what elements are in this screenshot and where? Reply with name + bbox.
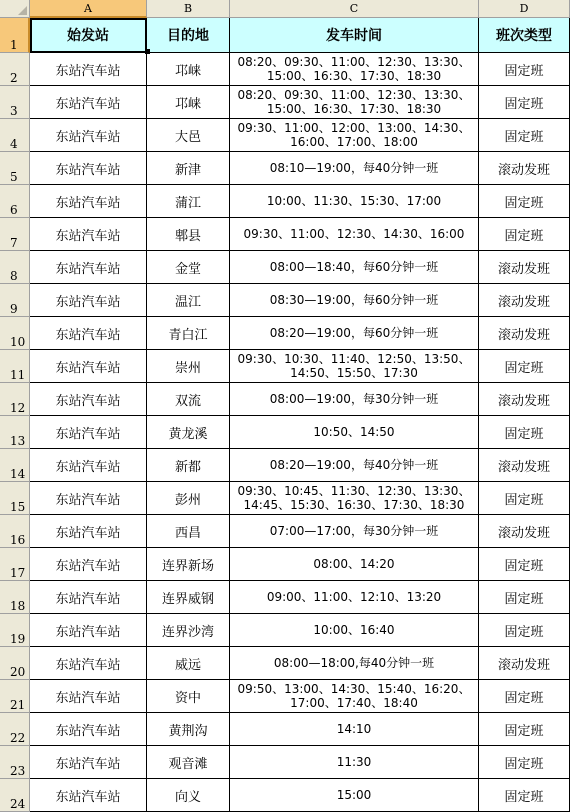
cell-station[interactable] — [30, 317, 147, 350]
cell-destination[interactable] — [147, 779, 230, 812]
row-header[interactable] — [0, 317, 30, 350]
row-header[interactable] — [0, 350, 30, 383]
cell-text: 大邑 — [174, 129, 201, 145]
cell-destination[interactable] — [147, 680, 230, 713]
cell-time[interactable] — [230, 152, 479, 185]
row-header[interactable] — [0, 713, 30, 746]
cell-text: 威远 — [174, 657, 201, 673]
cell-text: 08:00、14:20 — [313, 557, 395, 571]
cell-time[interactable] — [230, 218, 479, 251]
cell-text: 资中 — [174, 690, 201, 706]
row-header[interactable] — [0, 152, 30, 185]
cell-text: 08:30—19:00，每60分钟一班 — [269, 293, 439, 307]
row-header[interactable] — [0, 581, 30, 614]
cell-time[interactable] — [230, 449, 479, 482]
cell-destination[interactable] — [147, 119, 230, 152]
cell-destination[interactable] — [147, 152, 230, 185]
cell-time[interactable] — [230, 350, 479, 383]
cell-type[interactable] — [479, 218, 570, 251]
cell-text: 10:00、11:30、15:30、17:00 — [266, 194, 442, 208]
row-number: 15 — [10, 500, 26, 514]
cell-text: 10:50、14:50 — [313, 425, 395, 439]
cell-text: 金堂 — [174, 261, 201, 277]
cell-text: 向义 — [174, 789, 201, 805]
cell-time[interactable] — [230, 581, 479, 614]
cell-text: 滚动发班 — [497, 525, 550, 541]
cell-destination[interactable] — [147, 284, 230, 317]
row-header[interactable] — [0, 416, 30, 449]
row-header[interactable] — [0, 18, 30, 53]
column-header-a[interactable]: A — [30, 0, 147, 18]
cell-station[interactable] — [30, 548, 147, 581]
cell-text: 滚动发班 — [497, 393, 550, 409]
cell-destination[interactable] — [147, 713, 230, 746]
cell-time[interactable] — [230, 185, 479, 218]
cell-text: 10:00、16:40 — [313, 623, 395, 637]
cell-text: 青白江 — [168, 327, 208, 343]
row-number: 9 — [10, 302, 18, 316]
column-header-d[interactable]: D — [479, 0, 570, 18]
cell-time[interactable] — [230, 53, 479, 86]
cell-time[interactable] — [230, 713, 479, 746]
cell-destination[interactable] — [147, 317, 230, 350]
cell-station[interactable] — [30, 383, 147, 416]
cell-text: 固定班 — [504, 195, 544, 211]
cell-type[interactable] — [479, 86, 570, 119]
cell-text: 08:00—18:00,每40分钟一班 — [273, 656, 435, 670]
cell-type[interactable] — [479, 746, 570, 779]
row-header[interactable] — [0, 548, 30, 581]
cell-text: 滚动发班 — [497, 162, 550, 178]
cell-text: 09:00、11:00、12:10、13:20 — [266, 590, 442, 604]
row-number: 5 — [10, 170, 18, 184]
row-header[interactable] — [0, 449, 30, 482]
cell-text: 西昌 — [174, 525, 201, 541]
cell-text: 东站汽车站 — [55, 327, 121, 343]
cell-type[interactable] — [479, 152, 570, 185]
cell-text: 东站汽车站 — [55, 591, 121, 607]
row-header[interactable] — [0, 482, 30, 515]
cell-text: 固定班 — [504, 360, 544, 376]
row-header[interactable] — [0, 284, 30, 317]
cell-type[interactable] — [479, 647, 570, 680]
cell-text: 固定班 — [504, 690, 544, 706]
cell-type[interactable] — [479, 449, 570, 482]
cell-text: 滚动发班 — [497, 327, 550, 343]
cell-text: 固定班 — [504, 789, 544, 805]
cell-destination[interactable] — [147, 383, 230, 416]
cell-station[interactable] — [30, 515, 147, 548]
cell-text: 固定班 — [504, 558, 544, 574]
cell-text: 08:00—18:40，每60分钟一班 — [269, 260, 439, 274]
cell-type[interactable] — [479, 515, 570, 548]
row-number: 10 — [10, 335, 26, 349]
cell-time[interactable] — [230, 383, 479, 416]
cell-type[interactable] — [479, 482, 570, 515]
cell-text: 东站汽车站 — [55, 558, 121, 574]
cell-text: 09:30、10:45、11:30、12:30、13:30、14:45、15:30、16:30、17:30、18:30 — [237, 484, 471, 512]
cell-text: 连界威钢 — [161, 591, 214, 607]
row-header[interactable] — [0, 680, 30, 713]
cell-text: 固定班 — [504, 723, 544, 739]
row-number: 23 — [10, 764, 26, 778]
cell-text: 11:30 — [336, 755, 372, 769]
cell-type[interactable] — [479, 53, 570, 86]
select-all-corner[interactable] — [0, 0, 30, 18]
cell-text: 东站汽车站 — [55, 228, 121, 244]
row-number: 20 — [10, 665, 26, 679]
cell-text: 08:00—19:00，每30分钟一班 — [269, 392, 439, 406]
cell-type[interactable] — [479, 119, 570, 152]
row-header[interactable] — [0, 119, 30, 152]
row-number: 16 — [10, 533, 26, 547]
cell-station[interactable] — [30, 185, 147, 218]
cell-time[interactable] — [230, 779, 479, 812]
cell-time[interactable] — [230, 614, 479, 647]
row-header[interactable] — [0, 515, 30, 548]
cell-text: 固定班 — [504, 492, 544, 508]
row-header[interactable] — [0, 53, 30, 86]
row-number: 12 — [10, 401, 26, 415]
row-number: 18 — [10, 599, 26, 613]
cell-station[interactable] — [30, 647, 147, 680]
cell-time[interactable] — [230, 680, 479, 713]
cell-text: 彭州 — [174, 492, 201, 508]
cell-type[interactable] — [479, 317, 570, 350]
cell-time[interactable] — [230, 284, 479, 317]
cell-text: 双流 — [174, 393, 201, 409]
cell-text: 15:00 — [336, 788, 372, 802]
cell-destination[interactable] — [147, 350, 230, 383]
cell-text: 东站汽车站 — [55, 723, 121, 739]
cell-text: 邛崃 — [174, 96, 201, 112]
cell-text: 东站汽车站 — [55, 162, 121, 178]
cell-type[interactable] — [479, 779, 570, 812]
row-header[interactable] — [0, 251, 30, 284]
row-number: 22 — [10, 731, 26, 745]
row-header[interactable] — [0, 779, 30, 812]
row-number: 19 — [10, 632, 26, 646]
row-number: 6 — [10, 203, 18, 217]
row-number: 21 — [10, 698, 26, 712]
column-header-b[interactable]: B — [147, 0, 230, 18]
cell-station[interactable] — [30, 251, 147, 284]
cell-text: 滚动发班 — [497, 294, 550, 310]
cell-text: 09:30、11:00、12:00、13:00、14:30、16:00、17:00、18:00 — [237, 121, 471, 149]
row-number: 4 — [10, 137, 18, 151]
row-header[interactable] — [0, 746, 30, 779]
cell-text: 东站汽车站 — [55, 96, 121, 112]
cell-type[interactable] — [479, 680, 570, 713]
header-cell-departure[interactable]: 发车时间 — [230, 18, 479, 53]
cell-text: 08:20、09:30、11:00、12:30、13:30、15:00、16:30、17:30、18:30 — [237, 88, 471, 116]
cell-text: 东站汽车站 — [55, 129, 121, 145]
cell-text: 新津 — [174, 162, 201, 178]
cell-text: 固定班 — [504, 624, 544, 640]
cell-text: 东站汽车站 — [55, 624, 121, 640]
cell-destination[interactable] — [147, 53, 230, 86]
cell-destination[interactable] — [147, 251, 230, 284]
cell-text: 东站汽车站 — [55, 195, 121, 211]
header-cell-station[interactable]: 始发站 — [30, 18, 147, 53]
fill-handle[interactable] — [145, 49, 150, 54]
cell-station[interactable] — [30, 779, 147, 812]
cell-type[interactable] — [479, 350, 570, 383]
row-number: 14 — [10, 467, 26, 481]
cell-text: 固定班 — [504, 756, 544, 772]
cell-station[interactable] — [30, 350, 147, 383]
row-header[interactable] — [0, 383, 30, 416]
cell-text: 固定班 — [504, 591, 544, 607]
cell-destination[interactable] — [147, 515, 230, 548]
cell-station[interactable] — [30, 152, 147, 185]
cell-text: 连界新场 — [161, 558, 214, 574]
cell-type[interactable] — [479, 284, 570, 317]
cell-time[interactable] — [230, 647, 479, 680]
cell-text: 滚动发班 — [497, 657, 550, 673]
cell-station[interactable] — [30, 581, 147, 614]
cell-text: 07:00—17:00，每30分钟一班 — [269, 524, 439, 538]
cell-text: 蒲江 — [174, 195, 201, 211]
row-number: 1 — [10, 38, 18, 52]
cell-destination[interactable] — [147, 86, 230, 119]
cell-text: 09:30、11:00、12:30、14:30、16:00 — [243, 227, 465, 241]
cell-station[interactable] — [30, 482, 147, 515]
cell-station[interactable] — [30, 680, 147, 713]
cell-station[interactable] — [30, 713, 147, 746]
cell-type[interactable] — [479, 383, 570, 416]
cell-text: 东站汽车站 — [55, 360, 121, 376]
cell-text: 东站汽车站 — [55, 426, 121, 442]
column-header-c[interactable]: C — [230, 0, 479, 18]
row-number: 11 — [10, 368, 26, 382]
cell-text: 08:20—19:00，每40分钟一班 — [269, 458, 439, 472]
cell-type[interactable] — [479, 416, 570, 449]
cell-text: 东站汽车站 — [55, 789, 121, 805]
cell-text: 东站汽车站 — [55, 525, 121, 541]
cell-text: 东站汽车站 — [55, 690, 121, 706]
cell-time[interactable] — [230, 515, 479, 548]
cell-text: 08:10—19:00，每40分钟一班 — [269, 161, 439, 175]
cell-type[interactable] — [479, 548, 570, 581]
cell-text: 温江 — [174, 294, 201, 310]
cell-destination[interactable] — [147, 482, 230, 515]
cell-text: 滚动发班 — [497, 459, 550, 475]
cell-text: 连界沙湾 — [161, 624, 214, 640]
header-cell-type[interactable]: 班次类型 — [479, 18, 570, 53]
cell-time[interactable] — [230, 86, 479, 119]
cell-station[interactable] — [30, 218, 147, 251]
cell-destination[interactable] — [147, 614, 230, 647]
cell-text: 东站汽车站 — [55, 459, 121, 475]
row-number: 24 — [10, 797, 26, 811]
cell-station[interactable] — [30, 614, 147, 647]
header-cell-destination[interactable]: 目的地 — [147, 18, 230, 53]
cell-text: 东站汽车站 — [55, 657, 121, 673]
cell-text: 09:30、10:30、11:40、12:50、13:50、14:50、15:50、17:30 — [237, 352, 471, 380]
cell-time[interactable] — [230, 251, 479, 284]
cell-text: 黄龙溪 — [168, 426, 208, 442]
cell-text: 滚动发班 — [497, 261, 550, 277]
cell-time[interactable] — [230, 548, 479, 581]
row-number: 7 — [10, 236, 18, 250]
row-header[interactable] — [0, 185, 30, 218]
cell-text: 东站汽车站 — [55, 261, 121, 277]
cell-destination[interactable] — [147, 581, 230, 614]
row-number: 17 — [10, 566, 26, 580]
cell-destination[interactable] — [147, 746, 230, 779]
cell-time[interactable] — [230, 317, 479, 350]
cell-text: 东站汽车站 — [55, 393, 121, 409]
cell-destination[interactable] — [147, 185, 230, 218]
cell-text: 东站汽车站 — [55, 63, 121, 79]
row-header[interactable] — [0, 218, 30, 251]
cell-station[interactable] — [30, 746, 147, 779]
cell-text: 固定班 — [504, 63, 544, 79]
cell-text: 郫县 — [174, 228, 201, 244]
cell-type[interactable] — [479, 251, 570, 284]
cell-text: 固定班 — [504, 426, 544, 442]
cell-destination[interactable] — [147, 449, 230, 482]
cell-text: 09:50、13:00、14:30、15:40、16:20、17:00、17:40、18:40 — [237, 682, 471, 710]
cell-text: 08:20—19:00，每60分钟一班 — [269, 326, 439, 340]
cell-text: 东站汽车站 — [55, 756, 121, 772]
row-number: 3 — [10, 104, 18, 118]
cell-text: 08:20、09:30、11:00、12:30、13:30、15:00、16:30、17:30、18:30 — [237, 55, 471, 83]
cell-time[interactable] — [230, 746, 479, 779]
cell-time[interactable] — [230, 119, 479, 152]
cell-station[interactable] — [30, 416, 147, 449]
cell-station[interactable] — [30, 53, 147, 86]
cell-text: 新都 — [174, 459, 201, 475]
cell-destination[interactable] — [147, 416, 230, 449]
cell-destination[interactable] — [147, 218, 230, 251]
cell-text: 观音滩 — [168, 756, 208, 772]
cell-station[interactable] — [30, 86, 147, 119]
cell-type[interactable] — [479, 581, 570, 614]
cell-text: 14:10 — [336, 722, 372, 736]
row-number: 2 — [10, 71, 18, 85]
cell-text: 崇州 — [174, 360, 201, 376]
cell-text: 固定班 — [504, 96, 544, 112]
row-number: 13 — [10, 434, 26, 448]
cell-text: 邛崃 — [174, 63, 201, 79]
cell-destination[interactable] — [147, 548, 230, 581]
cell-station[interactable] — [30, 449, 147, 482]
cell-text: 东站汽车站 — [55, 294, 121, 310]
row-number: 8 — [10, 269, 18, 283]
cell-time[interactable] — [230, 482, 479, 515]
row-header[interactable] — [0, 614, 30, 647]
row-header[interactable] — [0, 86, 30, 119]
cell-text: 黄荆沟 — [168, 723, 208, 739]
row-header[interactable] — [0, 647, 30, 680]
cell-destination[interactable] — [147, 647, 230, 680]
cell-type[interactable] — [479, 713, 570, 746]
cell-station[interactable] — [30, 119, 147, 152]
cell-station[interactable] — [30, 284, 147, 317]
cell-type[interactable] — [479, 614, 570, 647]
cell-text: 固定班 — [504, 129, 544, 145]
cell-type[interactable] — [479, 185, 570, 218]
cell-time[interactable] — [230, 416, 479, 449]
cell-text: 东站汽车站 — [55, 492, 121, 508]
cell-text: 固定班 — [504, 228, 544, 244]
